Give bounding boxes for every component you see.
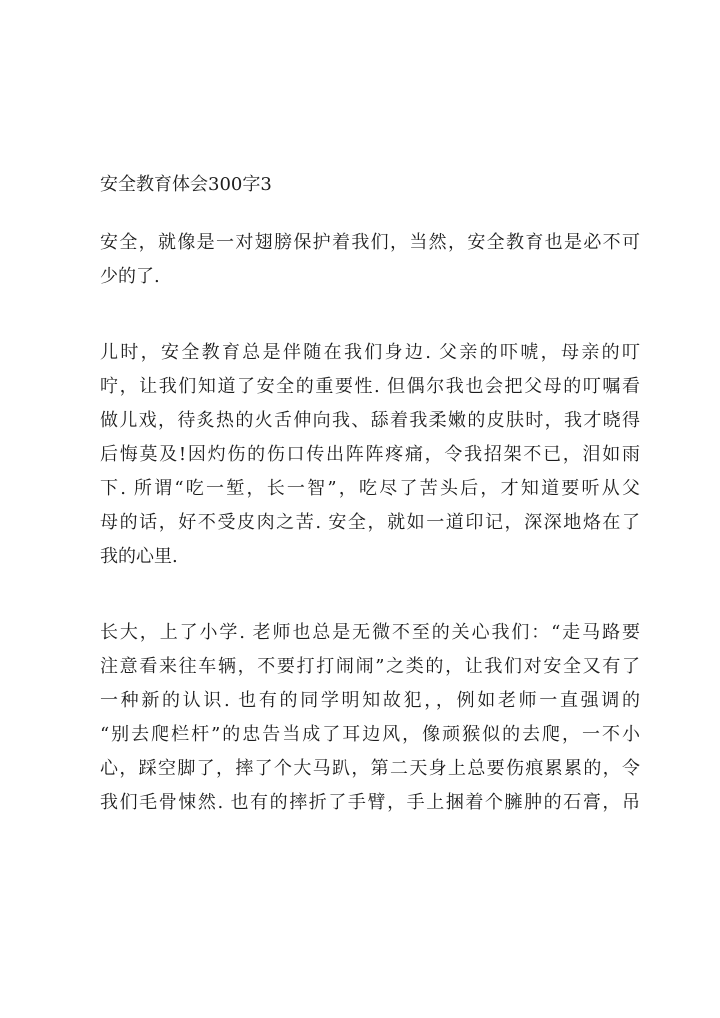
document-title: 安全教育体会300字3 [100, 174, 272, 195]
paragraph-2 [100, 336, 640, 574]
text-line: 少的了. [100, 266, 160, 287]
paragraph-3 [100, 616, 640, 820]
text-line: 下. 所谓“吃一堑，长一智”，吃尽了苦头后，才知道要听从父 [100, 478, 640, 499]
text-line: 咛，让我们知道了安全的重要性. 但偶尔我也会把父母的叮嘱看 [100, 376, 640, 397]
text-line: 我的心里. [100, 546, 178, 567]
text-line: “别去爬栏杆”的忠告当成了耳边风，像顽猴似的去爬，一不小 [100, 724, 640, 745]
text-line: 长大，上了小学. 老师也总是无微不至的关心我们：“走马路要 [100, 622, 640, 643]
text-line: 儿时，安全教育总是伴随在我们身边. 父亲的吓唬，母亲的叮 [100, 342, 640, 363]
text-line: 注意看来往车辆，不要打打闹闹”之类的，让我们对安全又有了 [100, 656, 640, 677]
text-line: 后悔莫及!因灼伤的伤口传出阵阵疼痛，令我招架不已，泪如雨 [100, 444, 640, 465]
text-line: 我们毛骨悚然. 也有的摔折了手臂，手上捆着个臃肿的石膏，吊 [100, 792, 640, 813]
text-line: 一种新的认识. 也有的同学明知故犯，，例如老师一直强调的 [100, 690, 640, 711]
document-body [100, 168, 640, 862]
text-line: 心，踩空脚了，摔了个大马趴，第二天身上总要伤痕累累的，令 [100, 758, 640, 779]
paragraph-1 [100, 226, 640, 294]
text-line: 安全，就像是一对翅膀保护着我们，当然，安全教育也是必不可 [100, 232, 640, 253]
text-line: 做儿戏，待炙热的火舌伸向我、舔着我柔嫩的皮肤时，我才晓得 [100, 410, 640, 431]
text-line: 母的话，好不受皮肉之苦. 安全，就如一道印记，深深地烙在了 [100, 512, 640, 533]
